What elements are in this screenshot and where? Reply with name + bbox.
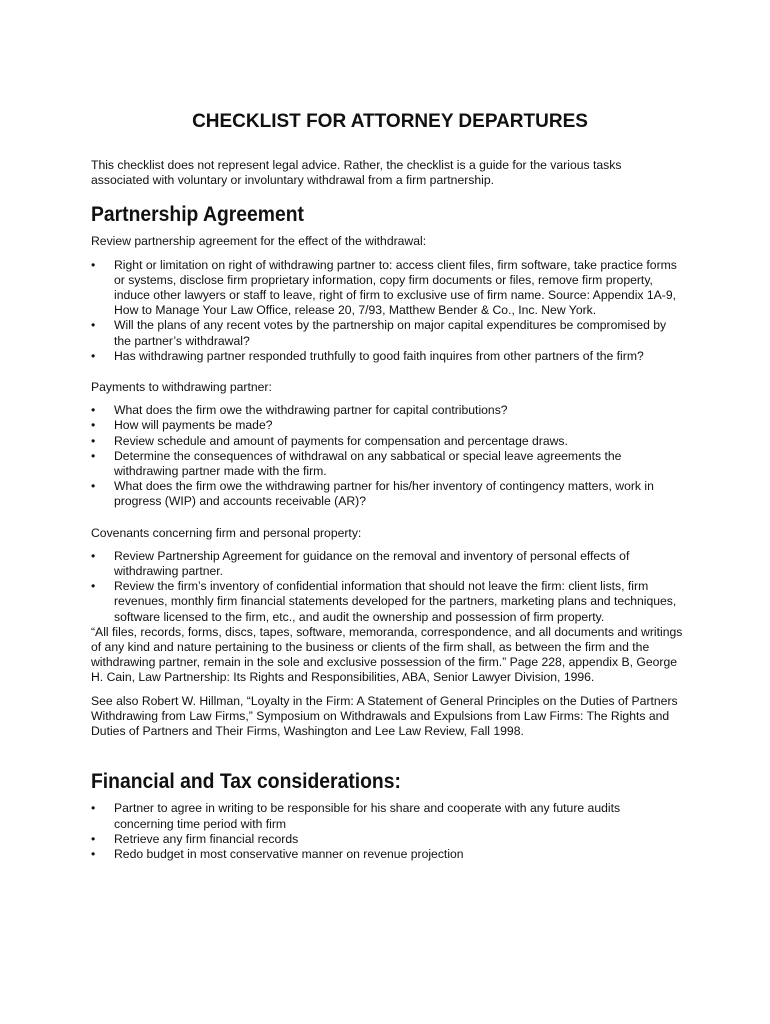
bullet-icon: • bbox=[91, 418, 96, 433]
covenants-lead: Covenants concerning firm and personal property: bbox=[91, 525, 362, 540]
bullet-icon: • bbox=[91, 548, 96, 563]
bullet-icon: • bbox=[91, 403, 96, 418]
intro-paragraph: This checklist does not represent legal advice. Rather, the checklist is a guide for the various tasks associated with voluntary or involuntary withdrawal from a firm partnership. bbox=[91, 158, 622, 188]
bullet-icon: • bbox=[91, 801, 96, 816]
bullet-icon: • bbox=[91, 479, 96, 494]
list-item bbox=[91, 801, 683, 831]
payments-lead: Payments to withdrawing partner: bbox=[91, 380, 272, 395]
section-heading-partnership-agreement: Partnership Agreement bbox=[91, 203, 304, 227]
list-item bbox=[91, 318, 683, 348]
list-item-text: How will payments be made? bbox=[114, 418, 273, 433]
list-item bbox=[91, 549, 683, 579]
list-item-text: Review Partnership Agreement for guidance on the removal and inventory of personal effects of withdrawing partner. bbox=[114, 548, 630, 579]
list-item-text: Partner to agree in writing to be responsible for his share and cooperate with any future audits concerning time period with firm bbox=[114, 801, 621, 831]
see-also-paragraph: See also Robert W. Hillman, “Loyalty in the Firm: A Statement of General Principles on the Duties of Partners Withdrawing from Law Firms,” Symposium on Withdrawals and Expulsions from Law Firms: The Rights and Duties of Partners and Their Firms, Washington and Lee Law Review, Fall 1998. bbox=[91, 693, 678, 739]
quote-paragraph: “All files, records, forms, discs, tapes, software, memoranda, correspondence, and all documents and writings of any kind and nature pertaining to the business or clients of the firm shall, as between the firm and the withdrawing partner, remain in the sole and exclusive possession of the firm.” Page 228, appendix B, George H. Cain, Law Partnership: Its Rights and Responsibilities, ABA, Senior Lawyer Division, 1996. bbox=[91, 624, 683, 685]
list-item-text: What does the firm owe the withdrawing partner for capital contributions? bbox=[114, 403, 508, 418]
list-item bbox=[91, 832, 683, 847]
list-item-text: Will the plans of any recent votes by the partnership on major capital expenditures be compromised by the partner’s withdrawal? bbox=[114, 318, 667, 348]
bullet-icon: • bbox=[91, 831, 96, 846]
document-title: CHECKLIST FOR ATTORNEY DEPARTURES bbox=[192, 111, 588, 132]
bullet-icon: • bbox=[91, 257, 96, 272]
list-item bbox=[91, 403, 683, 418]
list-item-text: What does the firm owe the withdrawing partner for his/her inventory of contingency matters, work in progress (WIP) and accounts receivable (AR)? bbox=[114, 479, 654, 509]
bullet-icon: • bbox=[91, 318, 96, 333]
bullet-icon: • bbox=[91, 579, 96, 594]
payments-list bbox=[91, 403, 683, 509]
list-item-text: Right or limitation on right of withdrawing partner to: access client files, firm software, take practice forms or systems, disclose firm proprietary information, copy firm documents or files, remove firm property, induce other lawyers or staff to leave, right of firm to exclusive use of firm name. Source: Appendix 1A-9, How to Manage Your Law Office, release 20, 7/93, Matthew Bender & Co., Inc. New York. bbox=[114, 257, 677, 318]
review-lead: Review partnership agreement for the effect of the withdrawal: bbox=[91, 234, 427, 249]
list-item bbox=[91, 847, 683, 862]
list-item-text: Review the firm’s inventory of confidential information that should not leave the firm: client lists, firm revenues, monthly firm financial statements developed for the partners, marketing plans and techniques, software licensed to the firm, etc., and audit the ownership and possession of firm property. bbox=[114, 579, 677, 624]
bullet-icon: • bbox=[91, 846, 96, 861]
list-item-text: Redo budget in most conservative manner on revenue projection bbox=[114, 846, 464, 861]
list-item-text: Review schedule and amount of payments for compensation and percentage draws. bbox=[114, 433, 568, 448]
bullet-icon: • bbox=[91, 348, 96, 363]
review-list bbox=[91, 258, 683, 364]
document-page bbox=[91, 110, 683, 862]
list-item-text: Has withdrawing partner responded truthfully to good faith inquires from other partners of the firm? bbox=[114, 348, 644, 363]
list-item bbox=[91, 579, 683, 625]
list-item bbox=[91, 349, 683, 364]
covenants-list bbox=[91, 549, 683, 625]
list-item-text: Determine the consequences of withdrawal on any sabbatical or special leave agreements the withdrawing partner made with the firm. bbox=[114, 448, 622, 479]
list-item-text: Retrieve any firm financial records bbox=[114, 831, 299, 846]
bullet-icon: • bbox=[91, 448, 96, 463]
list-item bbox=[91, 258, 683, 319]
section-heading-financial-tax: Financial and Tax considerations: bbox=[91, 770, 401, 794]
list-item bbox=[91, 479, 683, 509]
list-item bbox=[91, 434, 683, 449]
list-item bbox=[91, 418, 683, 433]
financial-list bbox=[91, 801, 683, 862]
list-item bbox=[91, 449, 683, 479]
bullet-icon: • bbox=[91, 433, 96, 448]
